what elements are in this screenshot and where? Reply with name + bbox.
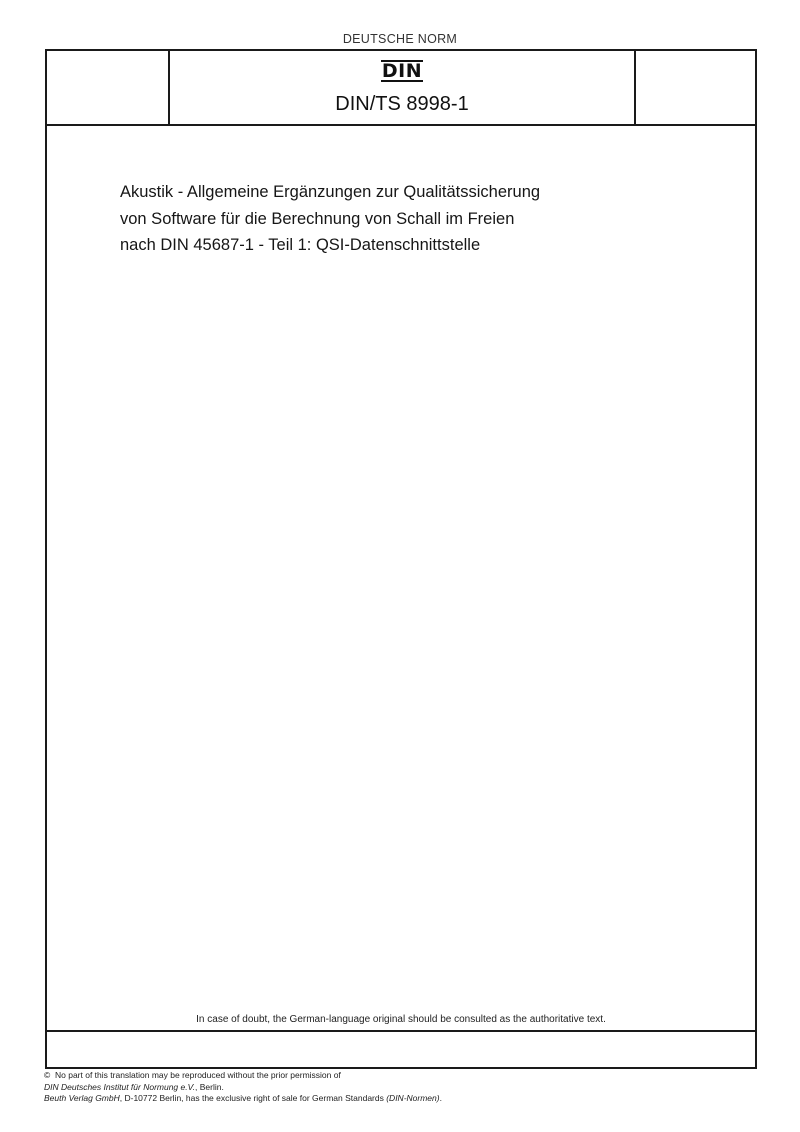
document-frame	[45, 49, 757, 1069]
document-number: DIN/TS 8998-1	[335, 93, 469, 115]
copyright-line-3	[44, 1093, 764, 1105]
title-block-right-cell	[634, 51, 757, 124]
authoritative-text-note: In case of doubt, the German-language original should be consulted as the authoritative text.	[196, 1014, 606, 1025]
copyright-notice	[44, 1070, 764, 1105]
document-title-line: nach DIN 45687-1 - Teil 1: QSI-Datenschnittstelle	[120, 236, 481, 254]
copyright-line-1	[44, 1070, 764, 1082]
copyright-line-2-text: , Berlin.	[195, 1081, 224, 1092]
copyright-line-3-end: .	[439, 1093, 442, 1103]
copyright-line-3-text: , D-10772 Berlin, has the exclusive right of sale for German Standards	[119, 1093, 387, 1103]
standard-type-label: DEUTSCHE NORM	[342, 32, 458, 46]
footer-divider	[47, 1030, 755, 1032]
document-title	[120, 179, 680, 259]
din-normen-label: (DIN-Normen)	[386, 1093, 440, 1103]
document-title-line: von Software für die Berechnung von Schall im Freien	[120, 209, 515, 228]
din-institute-name: DIN Deutsches Institut für Normung e.V.	[44, 1081, 196, 1092]
din-logo-text: DIN	[381, 60, 423, 82]
copyright-line-1-text: No part of this translation may be reproduced without the prior permission of	[55, 1070, 341, 1080]
title-block-center-cell	[170, 51, 634, 124]
copyright-line-2	[44, 1082, 764, 1094]
din-logo	[170, 60, 634, 82]
document-title-line: Akustik - Allgemeine Ergänzungen zur Qualitätssicherung	[120, 183, 541, 201]
title-block	[47, 51, 755, 126]
publisher-name: Beuth Verlag GmbH	[44, 1093, 120, 1103]
title-block-left-cell	[47, 51, 170, 124]
copyright-symbol: ©	[44, 1070, 51, 1080]
